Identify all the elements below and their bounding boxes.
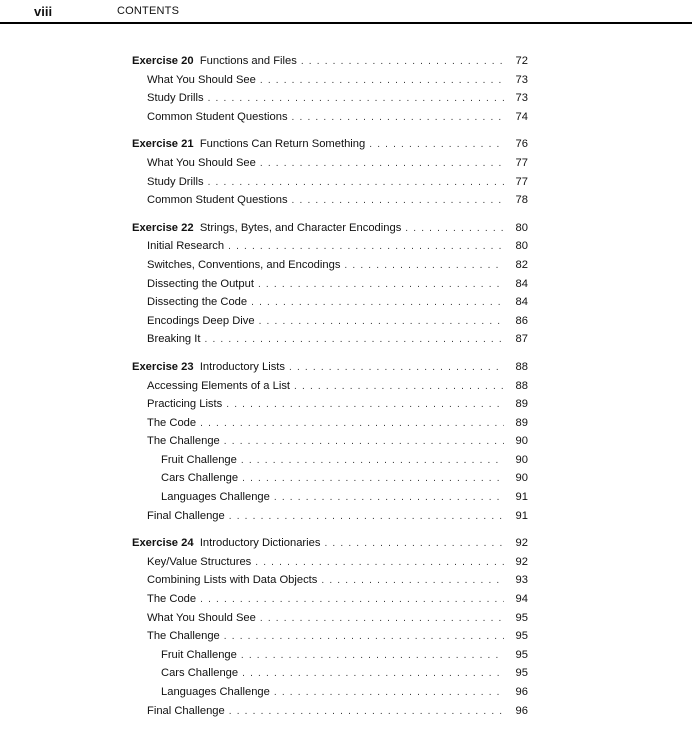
dot-leader <box>224 433 504 452</box>
toc-page-number: 77 <box>504 154 528 173</box>
dot-leader <box>200 415 504 434</box>
toc-page-number: 94 <box>504 590 528 609</box>
dot-leader <box>208 174 504 193</box>
dot-leader <box>260 155 504 174</box>
toc-entry[interactable] <box>132 377 528 396</box>
toc-entry-label: Final Challenge <box>147 702 229 721</box>
toc-exercise-entry[interactable] <box>132 358 528 377</box>
dot-leader <box>405 220 504 239</box>
toc-entry-label: The Code <box>147 414 200 433</box>
toc-entry-label: What You Should See <box>147 71 260 90</box>
running-header <box>0 0 692 24</box>
toc-entry-label: Initial Research <box>147 237 228 256</box>
toc-page-number: 74 <box>504 108 528 127</box>
toc-group <box>132 52 528 126</box>
dot-leader <box>241 647 504 666</box>
exercise-number: Exercise 21 <box>132 138 194 151</box>
toc-entry-label <box>132 52 301 71</box>
toc-page-number: 84 <box>504 293 528 312</box>
toc-page-number: 89 <box>504 414 528 433</box>
page-number: viii <box>34 4 53 19</box>
dot-leader <box>229 703 504 722</box>
toc-entry[interactable] <box>132 191 528 210</box>
toc-group <box>132 358 528 525</box>
dot-leader <box>204 331 504 350</box>
toc-entry-label: Languages Challenge <box>161 683 274 702</box>
exercise-title: Introductory Dictionaries <box>199 537 321 550</box>
toc-entry-label: Dissecting the Output <box>147 275 258 294</box>
exercise-title: Functions and Files <box>199 55 297 67</box>
toc-page-number: 80 <box>504 237 528 256</box>
toc-entry-label: The Challenge <box>147 627 224 646</box>
dot-leader <box>294 378 504 397</box>
toc-entry[interactable] <box>132 237 528 256</box>
dot-leader <box>242 470 504 489</box>
toc-entry-label: Combining Lists with Data Objects <box>147 571 321 590</box>
toc-entry[interactable] <box>132 395 528 414</box>
toc-entry[interactable] <box>132 469 528 488</box>
toc-entry-label: Cars Challenge <box>161 664 242 683</box>
dot-leader <box>255 554 504 573</box>
toc-entry[interactable] <box>132 553 528 572</box>
toc-page-number: 92 <box>504 553 528 572</box>
toc-entry[interactable] <box>132 275 528 294</box>
toc-entry[interactable] <box>132 627 528 646</box>
exercise-number: Exercise 24 <box>132 537 194 550</box>
dot-leader <box>321 572 504 591</box>
toc-entry-label: Switches, Conventions, and Encodings <box>147 256 344 275</box>
toc-page-number: 77 <box>504 173 528 192</box>
toc-page-number: 95 <box>504 646 528 665</box>
toc-page-number: 96 <box>504 702 528 721</box>
dot-leader <box>289 359 504 378</box>
exercise-number: Exercise 22 <box>132 221 194 234</box>
toc-entry-label: The Challenge <box>147 432 224 451</box>
dot-leader <box>200 591 504 610</box>
toc-entry-label: Key/Value Structures <box>147 553 255 572</box>
dot-leader <box>241 452 504 471</box>
dot-leader <box>208 90 504 109</box>
toc-entry[interactable] <box>132 293 528 312</box>
toc-entry-label: Encodings Deep Dive <box>147 312 259 331</box>
toc-entry[interactable] <box>132 173 528 192</box>
header-rule <box>0 22 692 24</box>
dot-leader <box>301 53 504 72</box>
toc-entry-label: The Code <box>147 590 200 609</box>
toc-entry-label: Common Student Questions <box>147 191 292 210</box>
toc-entry[interactable] <box>132 312 528 331</box>
toc-exercise-entry[interactable] <box>132 135 528 154</box>
toc-entry[interactable] <box>132 256 528 275</box>
toc-page-number: 76 <box>504 135 528 154</box>
toc-group <box>132 534 528 720</box>
toc-entry-label <box>132 135 369 154</box>
toc-entry-label: Fruit Challenge <box>161 646 241 665</box>
toc-entry-label: Cars Challenge <box>161 469 242 488</box>
toc-page-number: 88 <box>504 377 528 396</box>
toc-page-number: 80 <box>504 219 528 238</box>
toc-page-number: 72 <box>504 52 528 71</box>
toc-entry[interactable] <box>132 108 528 127</box>
toc-entry[interactable] <box>132 330 528 349</box>
toc-entry[interactable] <box>132 646 528 665</box>
toc-entry[interactable] <box>132 71 528 90</box>
dot-leader <box>258 276 504 295</box>
toc-entry[interactable] <box>132 451 528 470</box>
toc-entry-label: Practicing Lists <box>147 395 226 414</box>
toc-entry-label: Fruit Challenge <box>161 451 241 470</box>
toc-exercise-entry[interactable] <box>132 52 528 71</box>
dot-leader <box>344 257 504 276</box>
toc-page-number: 73 <box>504 71 528 90</box>
toc-group <box>132 219 528 349</box>
dot-leader <box>274 489 504 508</box>
table-of-contents <box>132 52 528 729</box>
toc-entry[interactable] <box>132 507 528 526</box>
exercise-number: Exercise 23 <box>132 360 194 373</box>
exercise-number: Exercise 20 <box>132 55 194 67</box>
dot-leader <box>226 396 504 415</box>
exercise-title: Strings, Bytes, and Character Encodings <box>199 221 402 234</box>
toc-entry-label: Breaking It <box>147 330 204 349</box>
toc-page-number: 93 <box>504 571 528 590</box>
dot-leader <box>260 610 504 629</box>
dot-leader <box>229 508 504 527</box>
toc-page-number: 91 <box>504 488 528 507</box>
toc-entry-label <box>132 358 289 377</box>
toc-exercise-entry[interactable] <box>132 219 528 238</box>
toc-entry-label: What You Should See <box>147 609 260 628</box>
exercise-title: Introductory Lists <box>199 360 285 373</box>
dot-leader <box>292 109 504 128</box>
toc-page-number: 89 <box>504 395 528 414</box>
toc-entry-label <box>132 219 405 238</box>
toc-page-number: 82 <box>504 256 528 275</box>
dot-leader <box>242 665 504 684</box>
dot-leader <box>324 535 504 554</box>
toc-page-number: 84 <box>504 275 528 294</box>
toc-entry-label: Study Drills <box>147 173 208 192</box>
toc-entry-label <box>132 534 324 553</box>
toc-entry[interactable] <box>132 414 528 433</box>
toc-page-number: 95 <box>504 664 528 683</box>
toc-entry[interactable] <box>132 488 528 507</box>
toc-entry-label: Final Challenge <box>147 507 229 526</box>
toc-entry-label: Common Student Questions <box>147 108 292 127</box>
dot-leader <box>224 628 504 647</box>
toc-page-number: 95 <box>504 627 528 646</box>
toc-page-number: 78 <box>504 191 528 210</box>
toc-entry-label: Study Drills <box>147 89 208 108</box>
toc-page-number: 86 <box>504 312 528 331</box>
toc-entry[interactable] <box>132 664 528 683</box>
toc-entry-label: Languages Challenge <box>161 488 274 507</box>
dot-leader <box>260 72 504 91</box>
toc-page-number: 96 <box>504 683 528 702</box>
exercise-title: Functions Can Return Something <box>199 138 366 151</box>
toc-page-number: 91 <box>504 507 528 526</box>
section-title: CONTENTS <box>117 5 180 17</box>
toc-entry-label: What You Should See <box>147 154 260 173</box>
toc-entry[interactable] <box>132 590 528 609</box>
toc-entry-label: Accessing Elements of a List <box>147 377 294 396</box>
dot-leader <box>274 684 504 703</box>
toc-page-number: 90 <box>504 451 528 470</box>
dot-leader <box>369 136 504 155</box>
toc-entry-label: Dissecting the Code <box>147 293 251 312</box>
toc-entry[interactable] <box>132 571 528 590</box>
toc-group <box>132 135 528 209</box>
toc-page-number: 90 <box>504 432 528 451</box>
toc-exercise-entry[interactable] <box>132 534 528 553</box>
dot-leader <box>259 313 504 332</box>
toc-page-number: 90 <box>504 469 528 488</box>
toc-page-number: 95 <box>504 609 528 628</box>
dot-leader <box>228 238 504 257</box>
toc-page-number: 87 <box>504 330 528 349</box>
toc-entry[interactable] <box>132 432 528 451</box>
toc-entry[interactable] <box>132 683 528 702</box>
toc-page-number: 88 <box>504 358 528 377</box>
dot-leader <box>251 294 504 313</box>
dot-leader <box>292 192 504 211</box>
toc-entry[interactable] <box>132 609 528 628</box>
toc-entry[interactable] <box>132 89 528 108</box>
toc-page-number: 92 <box>504 534 528 553</box>
toc-page-number: 73 <box>504 89 528 108</box>
toc-entry[interactable] <box>132 702 528 721</box>
toc-entry[interactable] <box>132 154 528 173</box>
